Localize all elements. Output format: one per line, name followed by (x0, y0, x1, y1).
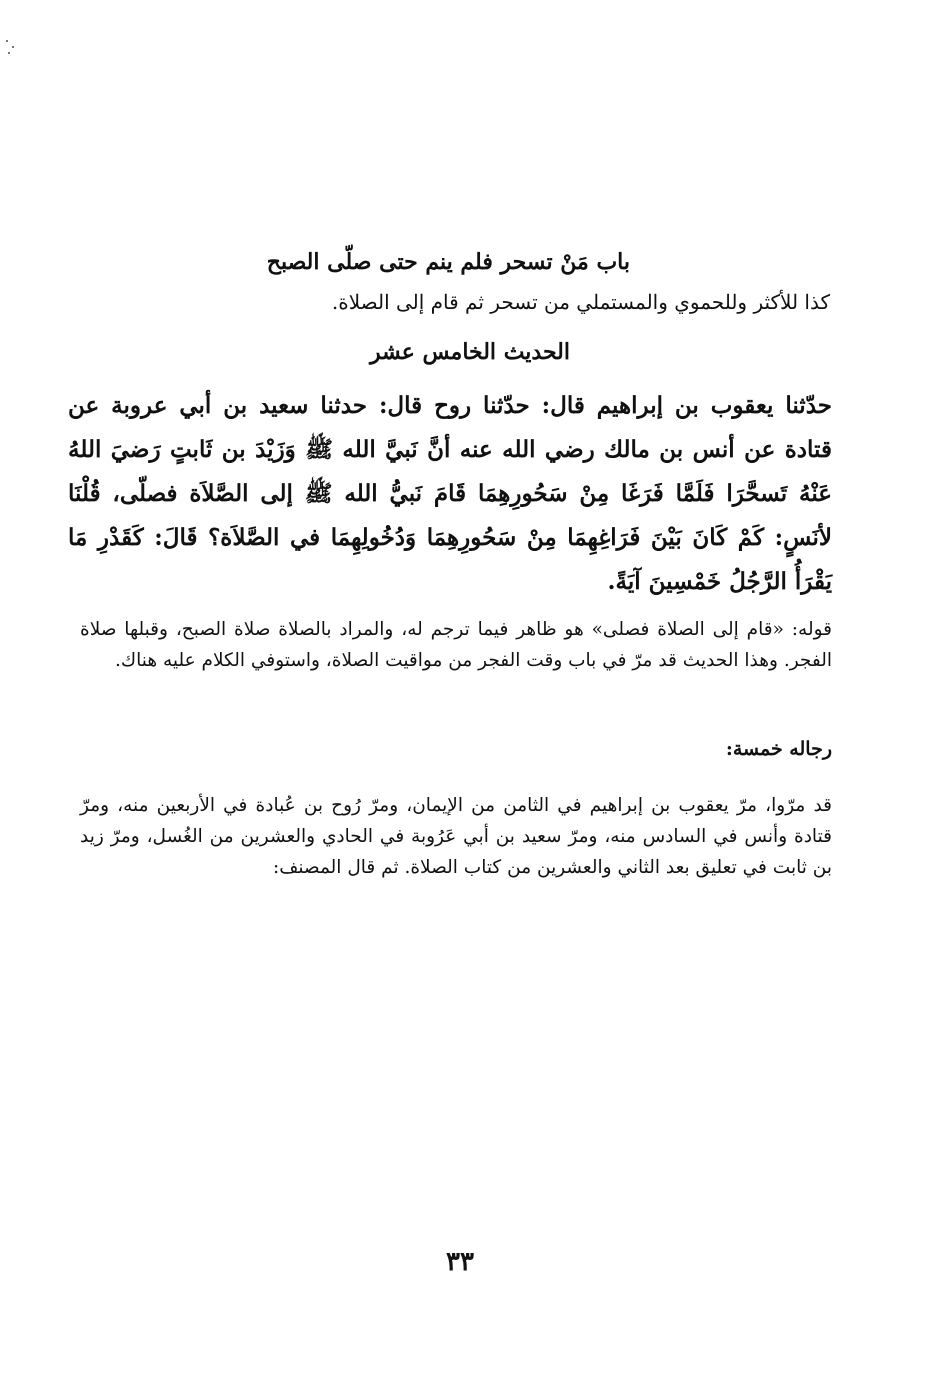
chapter-title: باب مَنْ تسحر فلم ينم حتى صلّى الصبح (266, 249, 630, 275)
narrators-heading: رجاله خمسة: (725, 738, 832, 760)
narrators-paragraph: قد مرّوا، مرّ يعقوب بن إبراهيم في الثامن من الإيمان، ومرّ رُوح بن عُبادة في الأربعين منه، ومرّ قتادة وأنس في السادس منه، ومرّ سعيد بن أبي عَرُوبة في الحادي والعشرين من الغُسل، ومرّ زيد بن ثابت في تعليق بعد الثاني والعشرين من كتاب الصلاة. ثم قال المصنف: (80, 795, 832, 878)
chapter-note: كذا للأكثر وللحموي والمستملي من تسحر ثم قام إلى الصلاة. (331, 290, 830, 314)
scan-specks (4, 36, 18, 56)
hadith-text: حدّثنا يعقوب بن إبراهيم قال: حدّثنا روح قال: حدثنا سعيد بن أبي عروبة عن قتادة عن أنس بن مالك رضي الله عنه أنَّ نَبيَّ الله ﷺ وَزَيْدَ بن ثَابتٍ رَضيَ اللهُ عَنْهُ تَسحَّرَا فَلَمَّا فَرَغَا مِنْ سَحُورِهِمَا قَامَ نَبيُّ الله ﷺ إلى الصَّلاَة فصلّى، قُلْنَا لأنَسٍ: كَمْ كَانَ بَيْنَ فَرَاغِهِمَا مِنْ سَحُورِهِمَا وَدُخُولِهِمَا في الصَّلاَة؟ قَالَ: كَقَدْرِ مَا يَقْرَأُ الرَّجُلُ خَمْسِينَ آيَةً. (68, 392, 832, 595)
hadith-heading: الحديث الخامس عشر (369, 339, 570, 365)
page-number: ٣٣ (446, 1247, 474, 1277)
commentary-paragraph: قوله: «قام إلى الصلاة فصلى» هو ظاهر فيما ترجم له، والمراد بالصلاة صلاة الصبح، وقبلها صلاة الفجر. وهذا الحديث قد مرّ في باب وقت الفجر من مواقيت الصلاة، واستوفي الكلام عليه هناك. (80, 619, 832, 671)
